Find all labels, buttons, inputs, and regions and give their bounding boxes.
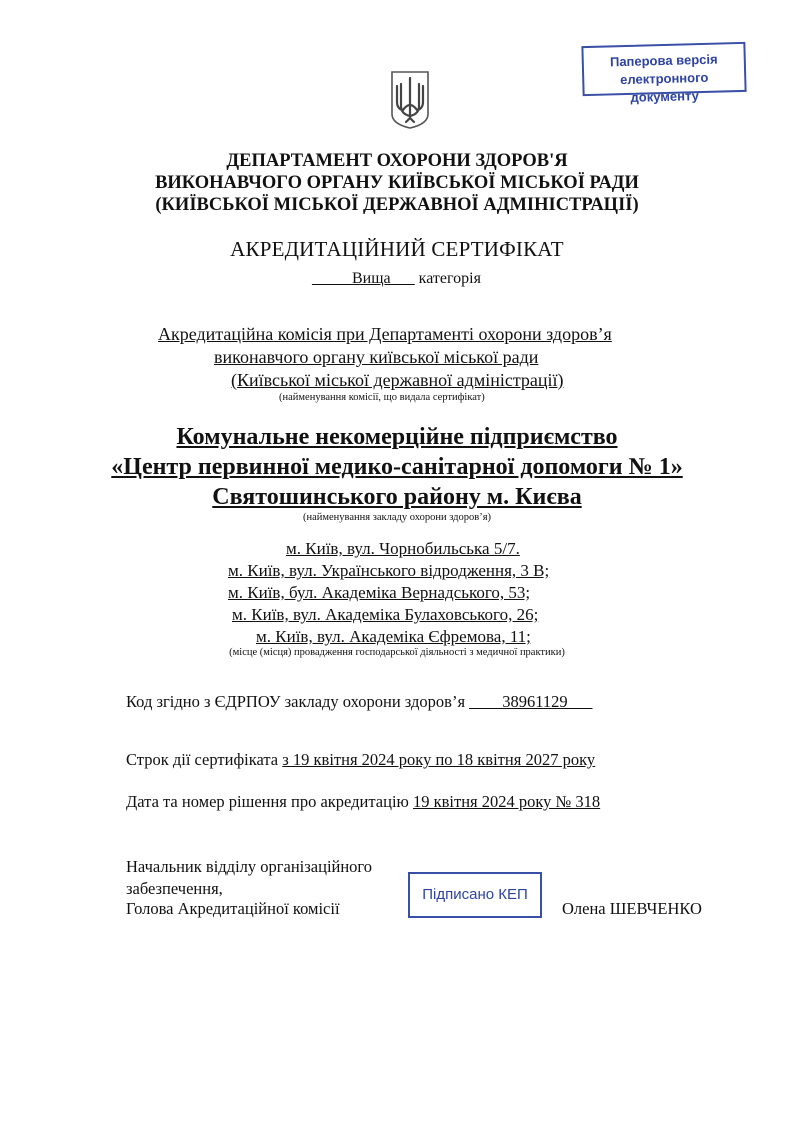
edrpou-value: ____38961129___ (469, 692, 593, 711)
category-prefix: _____ (312, 270, 352, 287)
category-label: категорія (414, 270, 481, 287)
department-line-2: ВИКОНАВЧОГО ОРГАНУ КИЇВСЬКОЇ МІСЬКОЇ РАДИ (155, 173, 639, 193)
category-value: Вища (352, 270, 391, 287)
facility-note: (найменування закладу охорони здоров’я) (302, 512, 492, 523)
stamp-line-1: Паперова версія (609, 51, 718, 70)
facility-line-1: Комунальне некомерційне підприємство (176, 424, 618, 450)
edrpou-line (126, 692, 592, 712)
signatory-line-3: Голова Акредитаційної комісії (126, 899, 340, 918)
category-line (312, 270, 481, 288)
stamp-line-2: електронного документу (619, 69, 709, 105)
trident-icon (389, 70, 431, 130)
decision-value: 19 квітня 2024 року № 318 (413, 792, 601, 811)
commission-note: (найменування комісії, що видала сертифікат) (279, 392, 485, 403)
signatory-line-2: забезпечення, (126, 879, 223, 898)
address-4: м. Київ, вул. Академіка Булаховського, 26; (232, 605, 539, 624)
address-1: м. Київ, вул. Чорнобильська 5/7. (286, 539, 520, 558)
decision-line (126, 792, 600, 812)
address-3: м. Київ, бул. Академіка Вернадського, 53; (228, 583, 531, 602)
facility-line-2: «Центр первинної медико-санітарної допомоги № 1» (111, 454, 683, 480)
signer-name: Олена ШЕВЧЕНКО (562, 899, 702, 918)
validity-label: Строк дії сертифіката (126, 750, 283, 769)
signatory-line-1: Начальник відділу організаційного (126, 857, 373, 876)
validity-line (126, 750, 595, 770)
addresses-note: (місце (місця) провадження господарської діяльності з медичної практики) (229, 647, 565, 658)
facility-line-3: Святошинського району м. Києва (212, 484, 582, 510)
validity-value: з 19 квітня 2024 року по 18 квітня 2027 року (282, 750, 596, 769)
address-2: м. Київ, вул. Українського відродження, 3 В; (228, 561, 550, 580)
edrpou-label: Код згідно з ЄДРПОУ закладу охорони здоров’я (126, 692, 470, 711)
category-suffix: ___ (390, 270, 415, 287)
certificate-title: АКРЕДИТАЦІЙНИЙ СЕРТИФІКАТ (230, 237, 564, 261)
signed-kep-stamp: Підписано КЕП (408, 872, 542, 918)
decision-label: Дата та номер рішення про акредитацію (126, 792, 413, 811)
commission-line-1: Акредитаційна комісія при Департаменті охорони здоров’я (158, 324, 612, 344)
address-5: м. Київ, вул. Академіка Єфремова, 11; (256, 627, 531, 646)
paper-version-stamp (581, 42, 746, 105)
department-line-3: (КИЇВСЬКОЇ МІСЬКОЇ ДЕРЖАВНОЇ АДМІНІСТРАЦІЇ) (155, 195, 639, 215)
commission-line-2: виконавчого органу київської міської ради (214, 347, 539, 367)
department-line-1: ДЕПАРТАМЕНТ ОХОРОНИ ЗДОРОВ'Я (226, 151, 568, 171)
commission-line-3: (Київської міської державної адміністрації) (231, 370, 564, 390)
